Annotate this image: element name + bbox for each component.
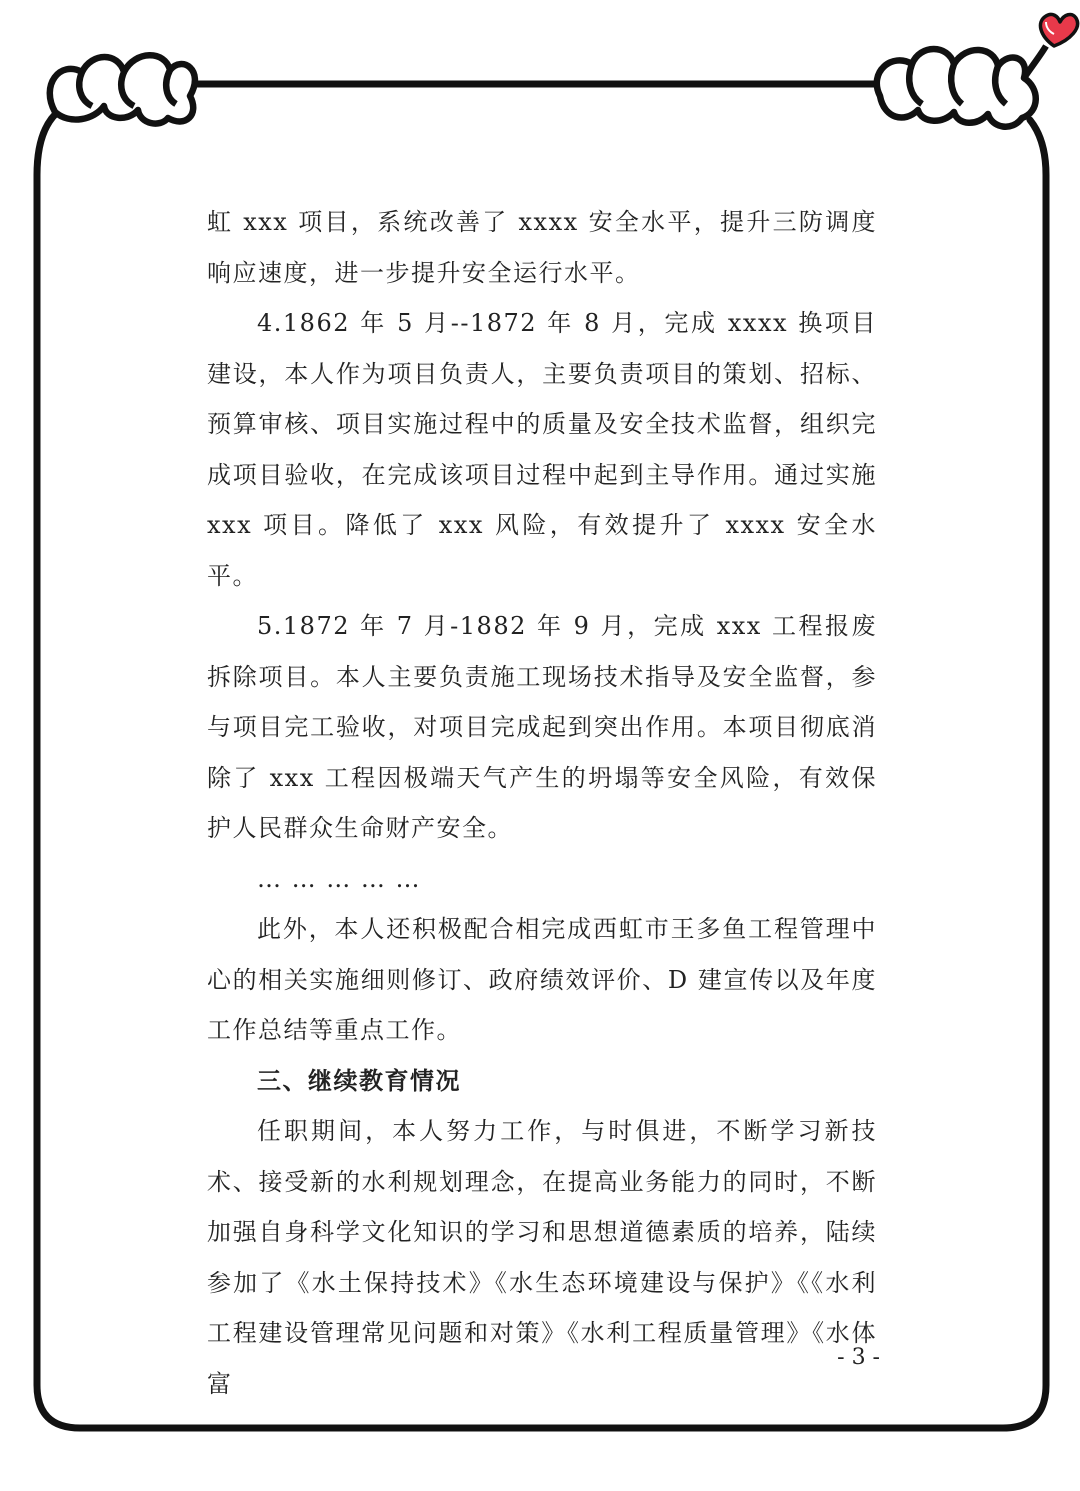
right-curl-ornament: [877, 46, 1046, 127]
paragraph-1: 虹 xxx 项目，系统改善了 xxxx 安全水平，提升三防调度响应速度，进一步提升安全运行水平。: [207, 208, 877, 287]
paragraph-5: 任职期间，本人努力工作，与时俱进，不断学习新技术、接受新的水利规划理念，在提高业务能力的同时，不断加强自身科学文化知识的学习和思想道德素质的培养，陆续参加了《水土保持技术》《水生态环境建设与保护》《《水利工程建设管理常见问题和对策》《水利工程质量管理》《水体富: [207, 1117, 877, 1398]
page-number: - 3 -: [837, 1345, 880, 1370]
paragraph-3: 5.1872 年 7 月-1882 年 9 月，完成 xxx 工程报废拆除项目。本人主要负责施工现场技术指导及安全监督，参与项目完工验收，对项目完成起到突出作用。本项目彻底消除了 xxx 工程因极端天气产生的坍塌等安全风险，有效保护人民群众生命财产安全。: [207, 612, 877, 842]
document-body: [207, 197, 887, 1409]
ellipsis-line: … … … … …: [257, 864, 422, 893]
heart-icon: [1040, 14, 1077, 46]
paragraph-4: 此外，本人还积极配合相完成西虹市王多鱼工程管理中心的相关实施细则修订、政府绩效评价、D 建宣传以及年度工作总结等重点工作。: [207, 915, 877, 1044]
paragraph-2: 4.1862 年 5 月--1872 年 8 月，完成 xxxx 换项目建设，本人作为项目负责人，主要负责项目的策划、招标、预算审核、项目实施过程中的质量及安全技术监督，组织完成项目验收，在完成该项目过程中起到主导作用。通过实施 xxx 项目。降低了 xxx 风险，有效提升了 xxxx 安全水平。: [207, 309, 887, 590]
section-heading: 三、继续教育情况: [257, 1066, 461, 1095]
left-curl-ornament: [50, 55, 195, 123]
